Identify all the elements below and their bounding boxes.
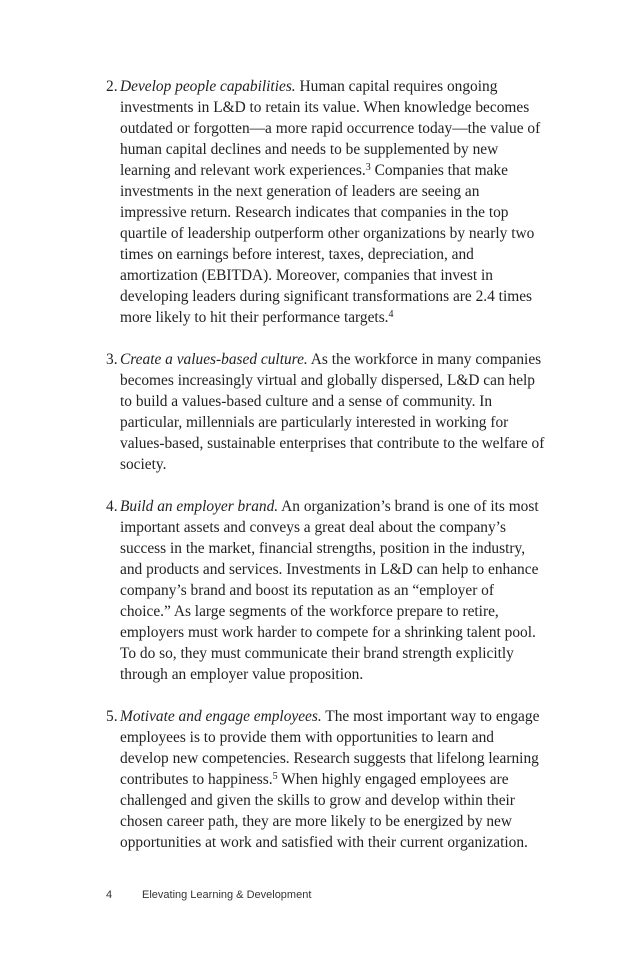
item-body-text: Companies that make investments in the next generation of leaders are seeing an impressive return. Research indicates that companies in the top quartile of leadership outperform other organizations by nearly two times on earnings before interest, taxes, depreciation, and amortization (EBITDA). Moreover, companies that invest in developing leaders during significant transformations are 2.4 times more likely to hit their performance targets. bbox=[120, 162, 535, 326]
item-number: 2. bbox=[106, 78, 118, 95]
page-footer bbox=[106, 889, 311, 901]
item-lead-phrase: Motivate and engage employees. bbox=[120, 708, 322, 725]
item-body-text: Human capital requires ongoing investments in L&D to retain its value. When knowledge becomes outdated or forgotten—a more rapid occurrence today—the value of human capital declines and needs to be supplemented by new learning and relevant work experiences. bbox=[120, 78, 541, 179]
running-title: Elevating Learning & Development bbox=[142, 889, 312, 901]
item-body-text: The most important way to engage employees is to provide them with opportunities to learn and develop new competencies. Research suggests that lifelong learning contributes to happiness. bbox=[120, 708, 540, 788]
footnote-reference: 3 bbox=[365, 162, 371, 173]
item-body-text: An organization’s brand is one of its most important assets and conveys a great deal about the company’s success in the market, financial strengths, position in the industry, and products and services. Investments in L&D can help to enhance company’s brand and boost its reputation as an “employer of choice.” As large segments of the workforce prepare to retire, employers must work harder to compete for a shrinking talent pool. To do so, they must communicate their brand strength explicitly through an employer value proposition. bbox=[120, 498, 539, 683]
page-number: 4 bbox=[106, 889, 113, 901]
item-lead-phrase: Develop people capabilities. bbox=[120, 78, 296, 95]
list-item bbox=[106, 706, 546, 853]
item-number: 4. bbox=[106, 498, 118, 515]
list-item bbox=[106, 349, 546, 475]
item-number: 3. bbox=[106, 351, 118, 368]
list-item bbox=[106, 496, 546, 685]
item-number: 5. bbox=[106, 708, 118, 725]
item-lead-phrase: Create a values-based culture. bbox=[120, 351, 308, 368]
item-lead-phrase: Build an employer brand. bbox=[120, 498, 279, 515]
list-item bbox=[106, 76, 546, 328]
footnote-reference: 4 bbox=[388, 309, 394, 320]
numbered-list bbox=[106, 76, 546, 874]
item-body-text: When highly engaged employees are challenged and given the skills to grow and develop within their chosen career path, they are more likely to be energized by new opportunities at work and satisfied with their current organization. bbox=[120, 771, 528, 851]
footnote-reference: 5 bbox=[272, 771, 278, 782]
item-body-text: As the workforce in many companies becomes increasingly virtual and globally dispersed, L&D can help to build a values-based culture and a sense of community. In particular, millennials are particularly interested in working for values-based, sustainable enterprises that contribute to the welfare of society. bbox=[120, 351, 545, 473]
